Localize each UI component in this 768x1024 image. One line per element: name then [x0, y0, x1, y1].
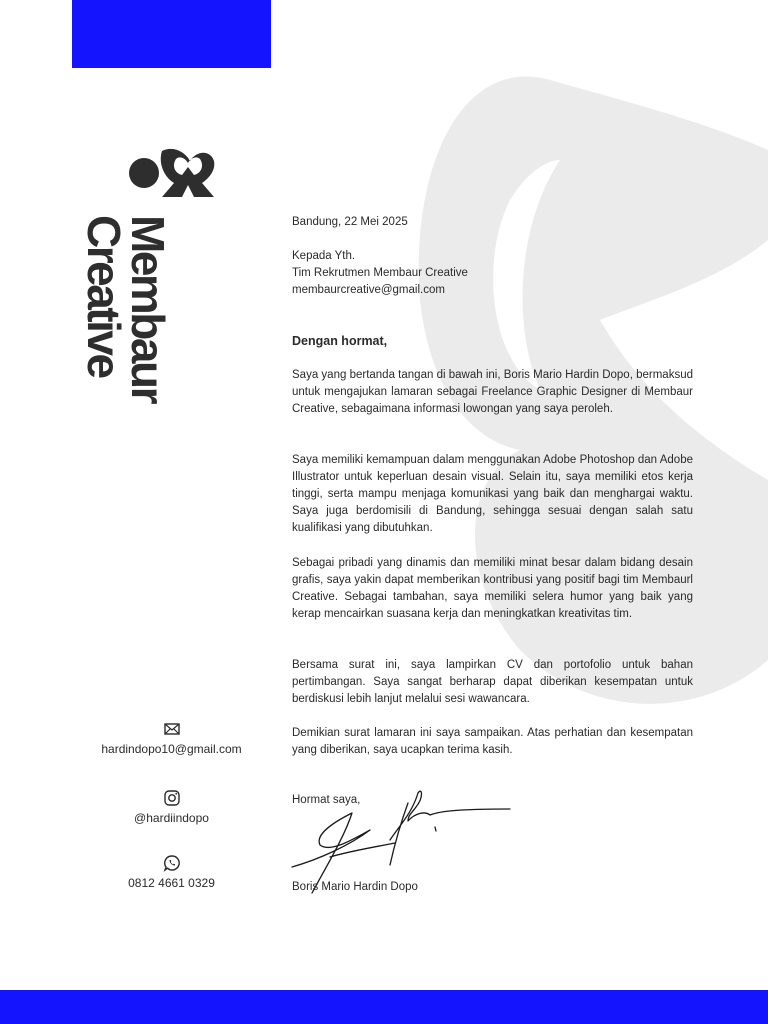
- letter-paragraph-4: Bersama surat ini, saya lampirkan CV dan portofolio untuk bahan pertimbangan. Saya sangat berharap dapat diberikan kesempatan untuk berdiskusi lebih lanjut melalui sesi wawancara.: [292, 659, 693, 705]
- brand-name: [78, 215, 174, 402]
- mail-icon: [163, 720, 181, 738]
- top-accent-block: [72, 0, 271, 68]
- letter-recipient: [292, 248, 693, 299]
- letter-signer-name: Boris Mario Hardin Dopo: [292, 881, 418, 893]
- contact-instagram-text: @hardiindopo: [134, 811, 209, 825]
- letter-closing: Hormat saya,: [292, 794, 361, 806]
- recipient-line-3: membaurcreative@gmail.com: [292, 284, 445, 296]
- letter-date: Bandung, 22 Mei 2025: [292, 216, 408, 228]
- instagram-icon: [163, 789, 181, 807]
- contact-whatsapp-text: 0812 4661 0329: [128, 876, 215, 890]
- brand-line-2: Creative: [78, 215, 130, 377]
- letter-paragraph-1: Saya yang bertanda tangan di bawah ini, Boris Mario Hardin Dopo, bermaksud untuk mengajukan lamaran sebagai Freelance Graphic Designer di Membaur Creative, sebagaimana informasi lowongan yang saya peroleh.: [292, 369, 693, 415]
- contact-email: [72, 720, 271, 756]
- contact-email-text: hardindopo10@gmail.com: [101, 742, 242, 756]
- brand-logo-icon: [128, 145, 216, 201]
- letter-greeting: Dengan hormat,: [292, 334, 388, 348]
- letter-paragraph-2: Saya memiliki kemampuan dalam menggunakan Adobe Photoshop dan Adobe Illustrator untuk keperluan desain visual. Selain itu, saya memiliki etos kerja tinggi, serta mampu menjaga komunikasi yang baik dan menghargai waktu. Saya juga berdomisili di Bandung, sehingga sesuai dengan salah satu kualifikasi yang dibutuhkan.: [292, 454, 693, 534]
- letter-paragraph-3: Sebagai pribadi yang dinamis dan memiliki minat besar dalam bidang desain grafis, saya yakin dapat memberikan kontribusi yang positif bagi tim Membaurl Creative. Sebagai tambahan, saya memiliki selera humor yang baik yang kerap mencairkan suasana kerja dan meningkatkan kreativitas tim.: [292, 557, 693, 620]
- bottom-accent-bar: [0, 990, 768, 1024]
- contact-instagram: [72, 789, 271, 825]
- brand-line-1: Membaur: [122, 215, 174, 402]
- whatsapp-icon: [163, 854, 181, 872]
- contact-whatsapp: [72, 854, 271, 890]
- letter-paragraph-5: Demikian surat lamaran ini saya sampaikan. Atas perhatian dan kesempatan yang diberikan, saya ucapkan terima kasih.: [292, 727, 693, 756]
- recipient-line-2: Tim Rekrutmen Membaur Creative: [292, 267, 468, 279]
- recipient-line-1: Kepada Yth.: [292, 250, 356, 262]
